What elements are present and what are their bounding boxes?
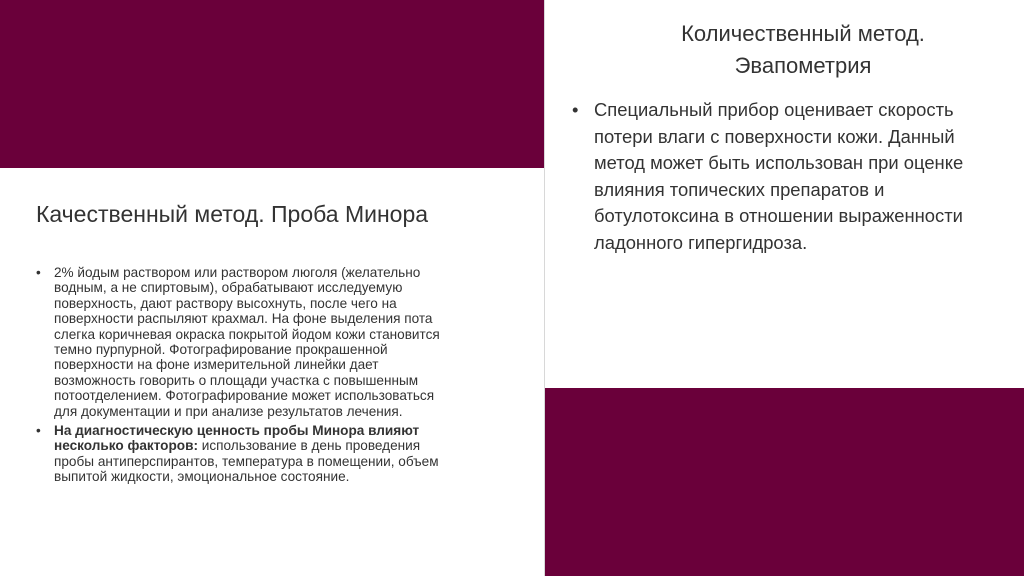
- left-bullet-item-1: [36, 265, 514, 419]
- text-line: поверхность, дают раствору высохнуть, после чего на: [54, 295, 397, 311]
- text-line: выпитой жидкости, эмоциональное состояние.: [54, 469, 350, 485]
- text-line: возможность говорить о площади участка с повышенным: [54, 372, 419, 388]
- bold-text-line: На диагностическую ценность пробы Минора влияют: [54, 423, 420, 439]
- bullet-icon: •: [36, 423, 41, 439]
- text-line: метод может быть использован при оценке: [594, 152, 964, 173]
- left-bullet-list: [36, 265, 514, 489]
- text-line: пробы антиперспирантов, температура в помещении, объем: [54, 453, 439, 469]
- text-line: поверхности на фоне измерительной линейки дает: [54, 357, 379, 373]
- title-line: Количественный метод.: [681, 21, 925, 46]
- text-line: темно пурпурной. Фотографирование прокрашенной: [54, 342, 388, 358]
- text-line: ботулотоксина в отношении выраженности: [594, 205, 963, 226]
- right-bullet-list: [572, 97, 1024, 256]
- right-bullet-item-1: [572, 97, 1024, 256]
- bottom-right-accent-band: [545, 388, 1024, 576]
- text-fragment: использование в день проведения: [197, 438, 421, 454]
- text-line: Специальный прибор оценивает скорость: [594, 99, 954, 120]
- text-line: 2% йодым раствором или раствором люголя (желательно: [54, 265, 421, 280]
- top-left-accent-band: [0, 0, 544, 168]
- bullet-icon: •: [572, 99, 579, 120]
- text-line: потери влаги с поверхности кожи. Данный: [594, 125, 955, 147]
- text-line: поверхности распыляют крахмал. На фоне выделения пота: [54, 311, 433, 327]
- title-line: Эвапометрия: [734, 53, 872, 78]
- text-line: слегка коричневая окраска покрытой йодом кожи становится: [54, 326, 440, 342]
- right-section-title: [560, 18, 1024, 82]
- text-line: потоотделением. Фотографирование может использоваться: [54, 388, 435, 404]
- bullet-icon: •: [36, 265, 41, 280]
- bold-text-fragment: несколько факторов:: [54, 438, 198, 454]
- text-line: [54, 438, 514, 453]
- text-line: ладонного гипергидроза.: [594, 231, 808, 253]
- left-section-title: Качественный метод. Проба Минора: [36, 201, 429, 227]
- column-divider: [544, 0, 545, 576]
- text-line: водным, а не спиртовым), обрабатывают исследуемую: [54, 280, 403, 296]
- text-line: для документации и при анализе результатов лечения.: [54, 403, 403, 419]
- text-line: влияния топических препаратов и: [594, 178, 885, 200]
- left-bullet-item-2: [36, 423, 514, 485]
